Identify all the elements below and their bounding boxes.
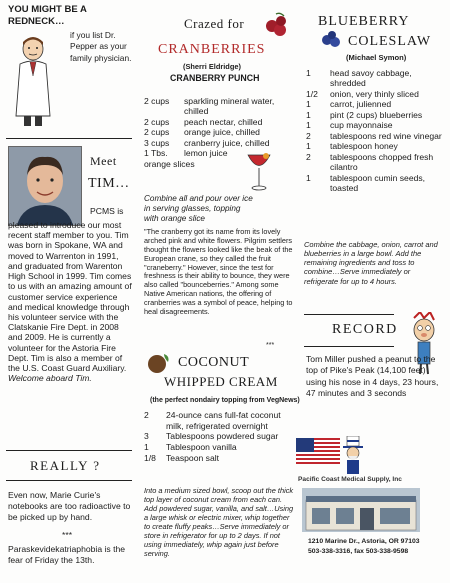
blueberries-icon [320, 30, 342, 50]
ingredient-row: 3 Tablespoons powdered sugar [144, 431, 279, 442]
doctor-cartoon-icon [6, 36, 60, 128]
ingredient-row: 1/2 onion, very thinly sliced [306, 88, 419, 99]
meet-body-text: pleased to introduce our most recent staff member to you. Tim was born in Spokane, WA and moved to Warrenton in 1991, and graduated from Warenton High School in 1999. Tim comes to us with an amazing amount of customer service experience and medical knowledge through his volunteer service with the Clatskanie Fire Dept. in 2008 and 2009. He is currently a volunteer for the Astoria Fire Dept. Tim is also a member of the U.S. Coast Guard Auxiliary. [8, 220, 132, 374]
meet-heading: Meet [90, 154, 117, 168]
coleslaw-instructions: Combine the cabbage, onion, carrot and blueberries in a large bowl. Add the remaining ingredients and toss to combine…Serve immediately or refrigerate for up to 4 hours. [304, 240, 438, 286]
ingredient-row: 1 Tablespoon vanilla [144, 441, 237, 452]
store-building-image [302, 488, 420, 532]
record-title: RECORD [332, 322, 398, 337]
ingredient-row: 2 cups peach nectar, chilled [144, 116, 263, 127]
ingredient-row: 1/8 Teaspoon salt [144, 452, 220, 463]
ingredient-row: 2 tablespoons red wine vinegar [306, 130, 442, 141]
footer-company: Pacific Coast Medical Supply, Inc [298, 476, 402, 483]
coconut-instructions: Into a medium sized bowl, scoop out the thick top layer of coconut cream from each can. Add powdered sugar, vanilla, and salt…Using a large whisk or electric mixer, whip together to create fluffy peaks…Serve immediately or store in refrigerator for up to 2 days. If not using immediately, whip again just before serving. [144, 486, 294, 559]
redneck-text: if you list Dr. Pepper as your family physician. [70, 30, 132, 63]
divider [304, 314, 394, 315]
coconut-byline: (the perfect nondairy topping from VegNews) [150, 397, 300, 404]
coleslaw-title-line1: BLUEBERRY [318, 14, 410, 29]
ingredient-row: 1 head savoy cabbage, shredded [306, 68, 412, 89]
coleslaw-ingredients [306, 68, 444, 194]
coconut-icon [146, 352, 172, 374]
welcome-text: Welcome aboard Tim. [8, 373, 92, 384]
ingredient-row: 1 carrot, julienned [306, 99, 392, 110]
divider [304, 346, 394, 347]
ingredient-row: 2 24-ounce cans full-fat coconut milk, refrigerated overnight [144, 410, 281, 431]
meet-body [8, 220, 132, 384]
coleslaw-title-line2: COLESLAW [348, 34, 432, 49]
divider [6, 138, 132, 139]
american-flag-icon [296, 438, 340, 464]
divider [6, 450, 132, 451]
ingredient-row: 1 tablespoon cumin seeds, toasted [306, 172, 426, 194]
ingredient-row: 1 cup mayonnaise [306, 120, 393, 131]
uncle-sam-icon [338, 436, 368, 476]
cranberries-title-line1: Crazed for [184, 16, 245, 31]
ingredient-row: 2 tablespoons chopped fresh cilantro [306, 151, 434, 173]
punch-glass-icon [246, 152, 272, 192]
really-title: REALLY ? [30, 458, 101, 473]
cranberry-icon [262, 10, 292, 40]
ingredient-extra: orange slices [144, 158, 195, 169]
coconut-title-line1: COCONUT [178, 355, 250, 370]
record-text: Tom Miller pushed a peanut to the top of Pike's Peak (14,100 feet) using his nose in 4 days, 23 hours, 47 minutes and 3 seconds [306, 354, 439, 399]
footer-phone: 503-338-3316, fax 503-338-9598 [308, 548, 409, 555]
coconut-title-line2: WHIPPED CREAM [164, 374, 278, 389]
really-stars: *** [62, 530, 73, 540]
ingredient-row: 1 Tbs. lemon juice [144, 148, 228, 159]
coconut-ingredients [144, 410, 294, 463]
ingredient-row: 2 cups orange juice, chilled [144, 127, 260, 138]
tim-heading: TIM… [88, 176, 130, 191]
tim-photo [8, 146, 82, 226]
pcms-label: PCMS is [90, 206, 124, 216]
redneck-title: YOU MIGHT BE A REDNECK… [8, 4, 87, 28]
footer-address: 1210 Marine Dr., Astoria, OR 97103 [308, 538, 420, 545]
ingredient-row: 3 cups cranberry juice, chilled [144, 137, 270, 148]
ingredient-row: 1 tablespoon honey [306, 141, 398, 152]
really-text2: Paraskevidekatriaphobia is the fear of Friday the 13th. [8, 544, 126, 566]
cranberries-byline: (Sherri Eldridge) [183, 62, 241, 71]
coleslaw-byline: (Michael Symon) [346, 53, 407, 62]
cranberries-stars: *** [266, 342, 275, 349]
ingredient-row: 1 pint (2 cups) blueberries [306, 109, 423, 120]
cranberries-note: "The cranberry got its name from its lovely arched pink and white flowers. Pilgrim settlers thought the flowers looked like the beak of the European crane, so they called the fruit "craneberry." However, since the test for freshness is their ability to bounce, they were also called "bounceberries." Among some Native American nations, the offering of cranberries was a symbol of peace, helping to heal disagreements. [144, 227, 293, 317]
cranberries-subtitle: CRANBERRY PUNCH [170, 73, 260, 83]
divider [6, 480, 132, 481]
cranberries-title-line2: CRANBERRIES [158, 42, 266, 57]
ingredient-row: 2 cups sparkling mineral water, chilled [144, 96, 275, 117]
cranberries-instructions: Combine all and pour over ice in serving glasses, topping with orange slice [144, 194, 253, 223]
really-text1: Even now, Marie Curie's notebooks are too radioactive to be picked up by hand. [8, 490, 131, 523]
